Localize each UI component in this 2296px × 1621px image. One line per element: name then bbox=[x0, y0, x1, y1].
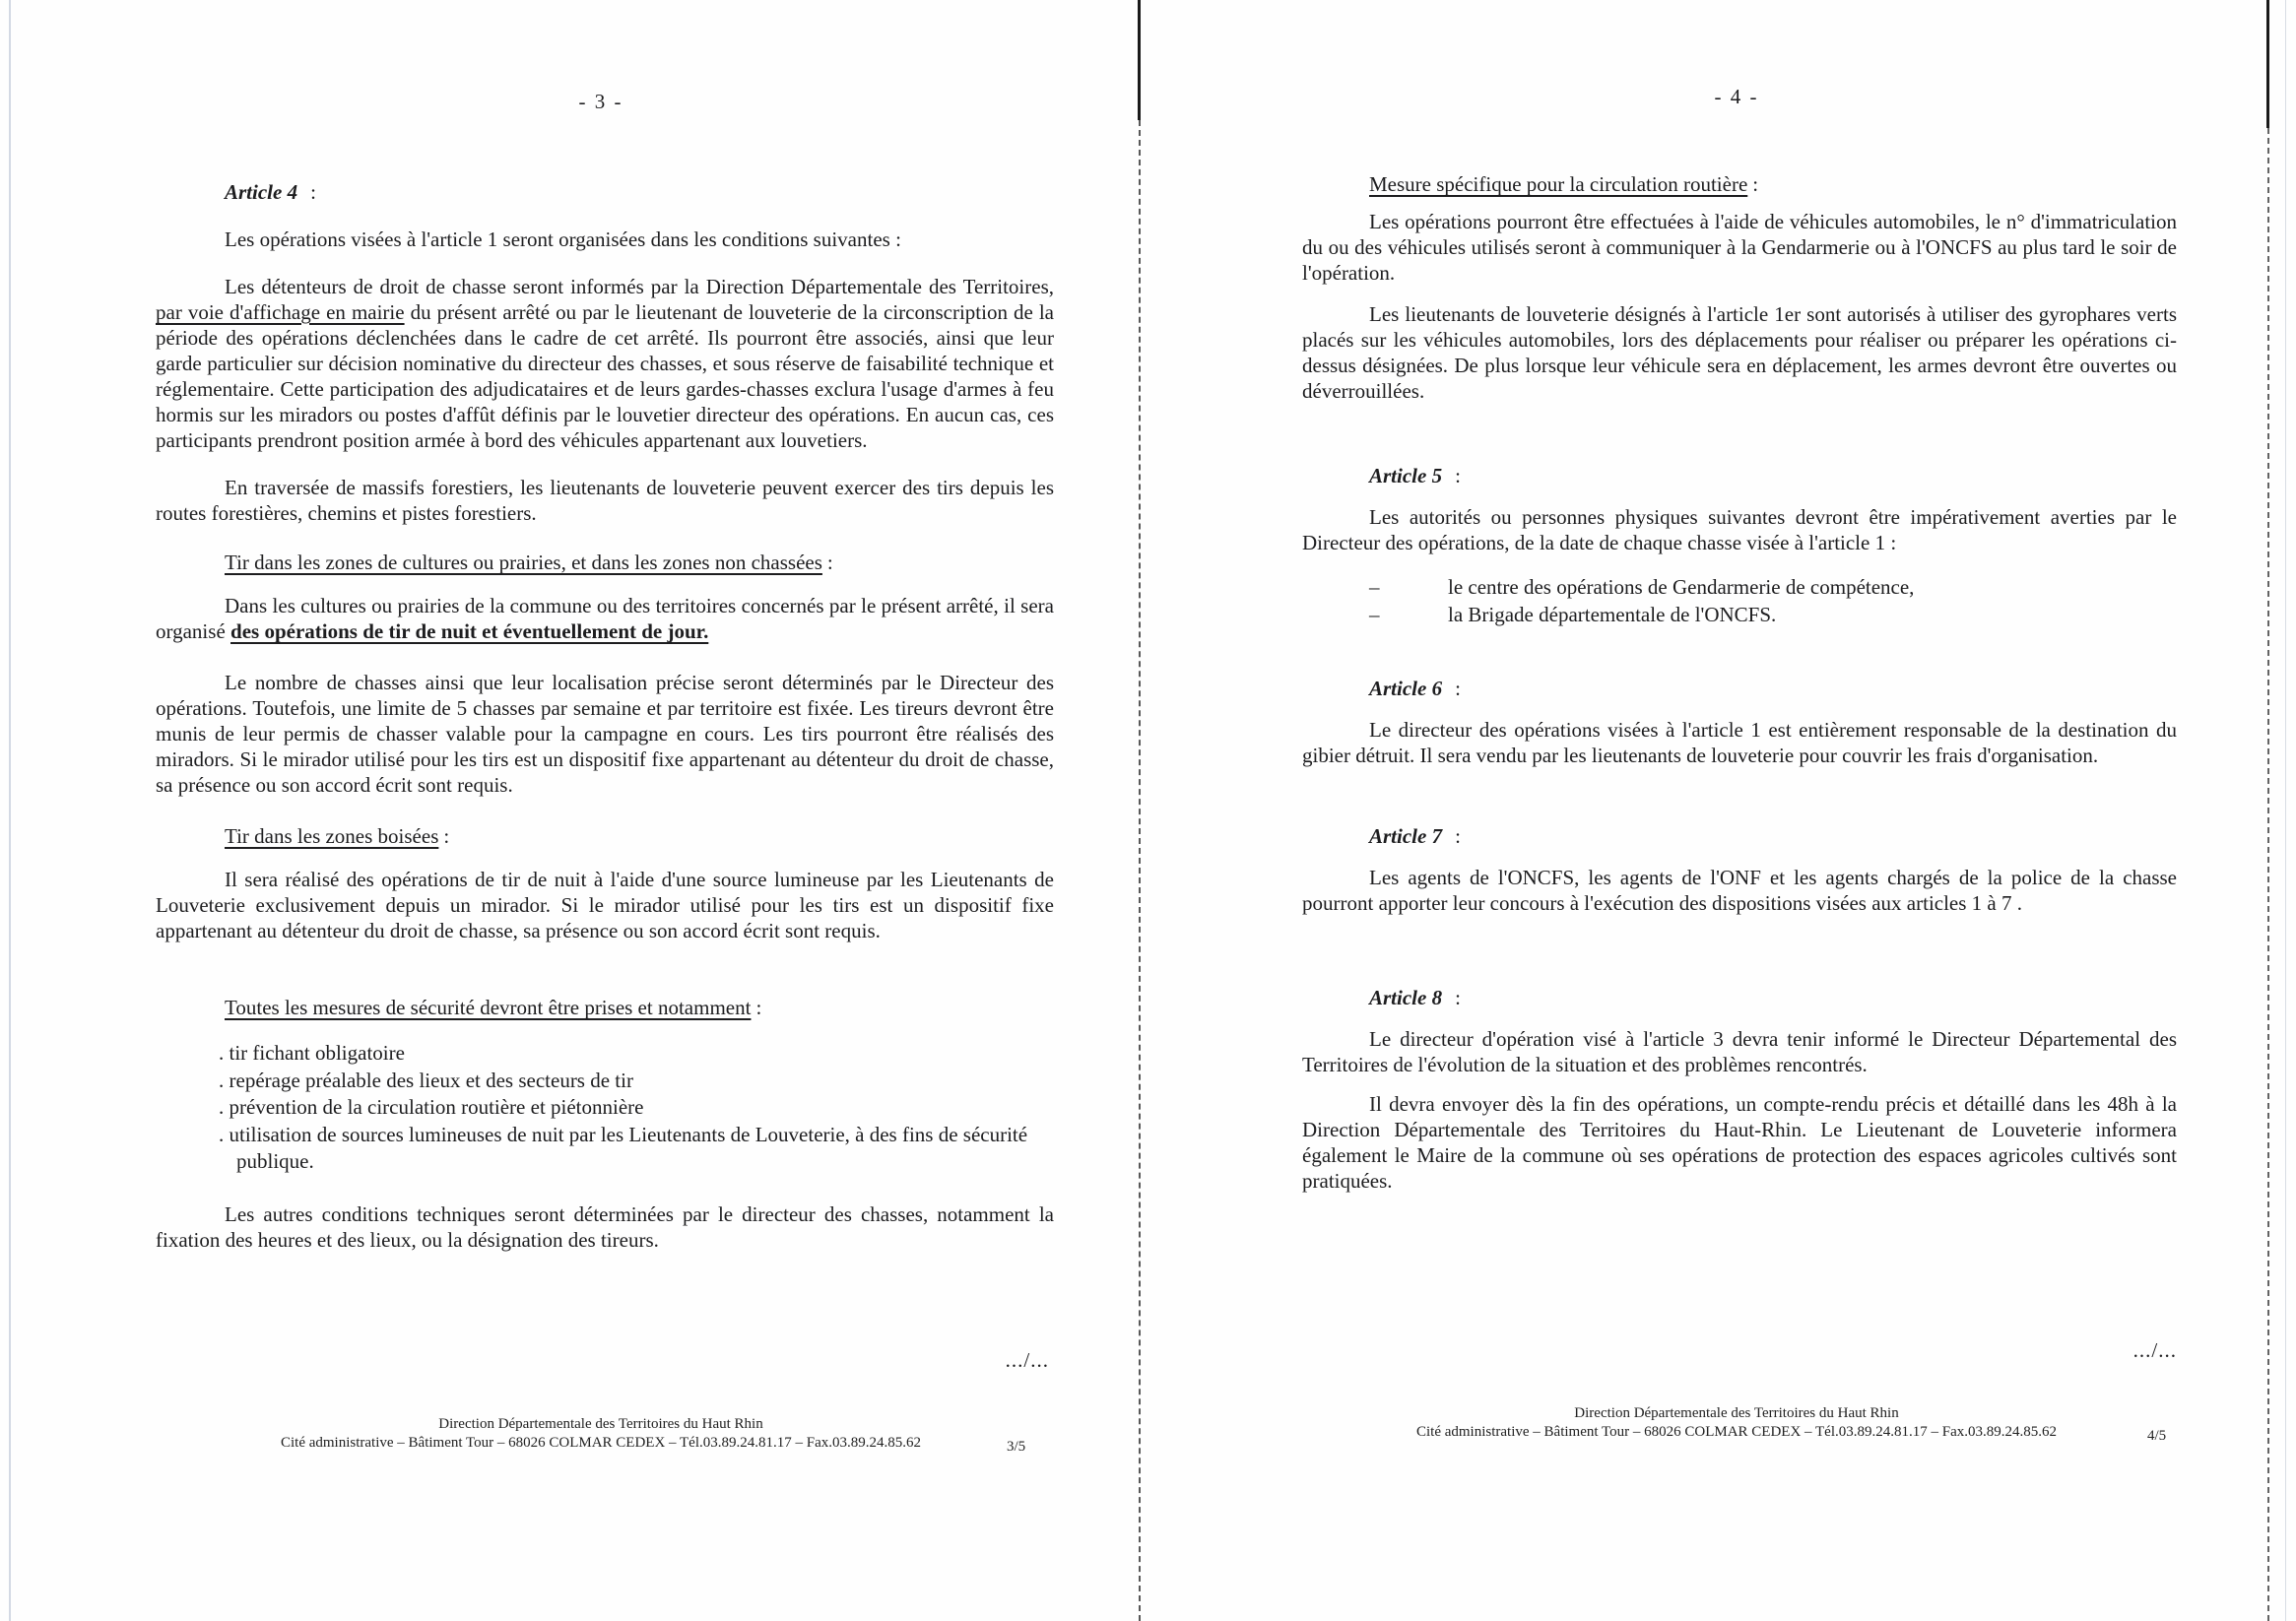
footer-line-2: Cité administrative – Bâtiment Tour – 68026 COLMAR CEDEX – Tél.03.89.24.81.17 – Fax.03.89.24.85.62 bbox=[1415, 1424, 2058, 1440]
page-ref: 3/5 bbox=[1007, 1439, 1026, 1455]
article-4-heading bbox=[225, 179, 316, 205]
paragraph-detenteurs-text-b: du présent arrêté ou par le lieutenant de louveterie de la circonscription de la période des opérations déclenchées dans le cadre de cet arrêté. Ils pourront être associés, ainsi que leur garde particulier sur décision nominative du directeur des chasses, et sous réserve de faisabilité technique et réglementaire. Cette participation des adjudicataires et de leurs gardes-chasses exclura l'usage d'armes à feu hormis sur les miradors ou postes d'affût définis par le louvetier directeur des opérations. En aucun cas, ces participants prendront position armée à bord des véhicules appartenant aux louvetiers. bbox=[156, 300, 1055, 452]
continuation-mark: .../... bbox=[2132, 1338, 2177, 1362]
article-5-heading bbox=[1369, 463, 1461, 488]
paragraph-autorites-averties: Les autorités ou personnes physiques suivantes devront être impérativement averties par le Directeur des opérations, de la date de chaque chasse visée à l'article 1 : bbox=[1302, 505, 2177, 554]
page-footer bbox=[153, 1415, 1049, 1453]
paragraph-vehicules-automobiles: Les opérations pourront être effectuées à l'aide de véhicules automobiles, le n° d'immatriculation du ou des véhicules utilisés seront à communiquer à la Gendarmerie ou à l'ONCFS au plus tard le soir de l'opération. bbox=[1302, 210, 2177, 285]
article-7-colon: : bbox=[1455, 824, 1461, 848]
right-page-edge-line-top bbox=[2266, 0, 2269, 128]
paragraph-directeur-informe: Le directeur d'opération visé à l'article 3 devra tenir informé le Directeur Départemental des Territoires de l'évolution de la situation et des problèmes rencontrés. bbox=[1302, 1027, 2177, 1076]
section-heading-circulation-routiere bbox=[1369, 171, 1758, 197]
paragraph-compte-rendu: Il devra envoyer dès la fin des opérations, un compte-rendu précis et détaillé dans les 48h à la Direction Départementale des Territoires du Haut-Rhin. Le Lieutenant de Louveterie informera également le Maire de la commune où ses opérations de protection des espaces agricoles cultivés sont pratiquées. bbox=[1302, 1092, 2177, 1193]
list-item: . repérage préalable des lieux et des secteurs de tir bbox=[219, 1068, 633, 1092]
paragraph-destination-gibier: Le directeur des opérations visées à l'article 1 est entièrement responsable de la destination du gibier détruit. Il sera vendu par les lieutenants de louveterie pour couvrir les frais d'organisation. bbox=[1302, 718, 2177, 767]
article-8-label: Article 8 bbox=[1369, 986, 1443, 1009]
section-heading-zones-cultures-text: Tir dans les zones de cultures ou prairies, et dans les zones non chassées bbox=[225, 551, 822, 574]
list-item-text: le centre des opérations de Gendarmerie de compétence, bbox=[1448, 575, 1915, 599]
security-measures-list bbox=[219, 1040, 1066, 1176]
list-item bbox=[1369, 573, 2157, 601]
article-7-heading bbox=[1369, 823, 1461, 849]
list-dash: – bbox=[1369, 575, 1380, 599]
footer-line-1: Direction Départementale des Territoires du Haut Rhin bbox=[438, 1416, 763, 1432]
scan-right-edge-line bbox=[2285, 0, 2286, 1621]
list-item-text: la Brigade départementale de l'ONCFS. bbox=[1448, 603, 1777, 626]
paragraph-operations-conditions: Les opérations visées à l'article 1 seront organisées dans les conditions suivantes : bbox=[225, 227, 901, 251]
page-number-header: - 4 - bbox=[1714, 85, 1759, 108]
continuation-mark: .../... bbox=[1005, 1348, 1049, 1372]
article-4-label: Article 4 bbox=[225, 180, 298, 204]
article-6-heading bbox=[1369, 676, 1461, 701]
list-item: . utilisation de sources lumineuses de nuit par les Lieutenants de Louveterie, à des fins de sécurité publique. bbox=[219, 1122, 1028, 1173]
underlined-affichage-mairie: par voie d'affichage en mairie bbox=[156, 300, 405, 324]
scan-left-edge-line bbox=[9, 0, 11, 1621]
article-5-label: Article 5 bbox=[1369, 464, 1443, 487]
paragraph-nombre-de-chasses: Le nombre de chasses ainsi que leur localisation précise seront déterminés par le Directeur des opérations. Toutefois, une limite de 5 chasses par semaine et par territoire est fixée. Les tireurs devront être munis de leur permis de chasser valable pour la campagne en cours. Les tirs pourront être réalisés des miradors. Si le mirador utilisé pour les tirs est un dispositif fixe appartenant au détenteur du droit de chasse, sa présence ou son accord écrit sont requis. bbox=[156, 671, 1054, 797]
article-8-heading bbox=[1369, 985, 1461, 1010]
article-4-colon: : bbox=[310, 180, 316, 204]
paragraph-tir-de-nuit-source-lumineuse: Il sera réalisé des opérations de tir de nuit à l'aide d'une source lumineuse par les Lieutenants de Louveterie exclusivement depuis un mirador. Si le mirador utilisé pour les tirs est un dispositif fixe appartenant au détenteur du droit de chasse, sa présence ou son accord écrit sont requis. bbox=[156, 868, 1054, 942]
article-6-label: Article 6 bbox=[1369, 677, 1443, 700]
section-heading-zones-boisees-text: Tir dans les zones boisées bbox=[225, 824, 439, 848]
paragraph-autres-conditions: Les autres conditions techniques seront déterminées par le directeur des chasses, notamment la fixation des heures et des lieux, ou la désignation des tireurs. bbox=[156, 1202, 1054, 1252]
section-heading-mesures-securite-colon: : bbox=[755, 996, 762, 1019]
list-dash: – bbox=[1369, 603, 1380, 626]
article-8-colon: : bbox=[1455, 986, 1461, 1009]
paragraph-cultures-prairies-text: Dans les cultures ou prairies de la commune ou des territoires concernés par le présent arrêté, il sera organisé bbox=[156, 594, 1054, 643]
right-page-edge-line bbox=[2267, 128, 2269, 1621]
article-6-colon: : bbox=[1455, 677, 1461, 700]
section-heading-zones-boisees-colon: : bbox=[443, 824, 450, 848]
section-heading-zones-cultures-colon: : bbox=[826, 551, 833, 574]
article-7-label: Article 7 bbox=[1369, 824, 1443, 848]
article-5-colon: : bbox=[1455, 464, 1461, 487]
paragraph-detenteurs bbox=[156, 274, 1054, 453]
list-item: . tir fichant obligatoire bbox=[219, 1041, 405, 1065]
section-heading-mesures-securite bbox=[225, 995, 761, 1020]
footer-line-1: Direction Départementale des Territoires du Haut Rhin bbox=[1574, 1405, 1899, 1421]
page-divider-line-top bbox=[1138, 0, 1141, 120]
section-heading-zones-boisees bbox=[225, 823, 449, 849]
list-item: . prévention de la circulation routière et piétonnière bbox=[219, 1095, 644, 1119]
paragraph-agents-concours: Les agents de l'ONCFS, les agents de l'ONF et les agents chargés de la police de la chasse pourront apporter leur concours à l'exécution des dispositions visées aux articles 1 à 7 . bbox=[1302, 866, 2177, 915]
section-heading-circulation-routiere-text: Mesure spécifique pour la circulation routière bbox=[1369, 172, 1748, 196]
page-number-header: - 3 - bbox=[578, 90, 623, 113]
list-item bbox=[1369, 601, 2157, 628]
paragraph-cultures-prairies bbox=[156, 593, 1054, 644]
page-divider-line bbox=[1139, 120, 1141, 1621]
section-heading-mesures-securite-text: Toutes les mesures de sécurité devront être prises et notamment bbox=[225, 996, 752, 1019]
page-footer bbox=[1298, 1404, 2175, 1442]
paragraph-gyrophares-verts: Les lieutenants de louveterie désignés à l'article 1er sont autorisés à utiliser des gyrophares verts placés sur les véhicules automobiles, lors des déplacements pour réaliser ou préparer les opérations ci-dessus désignées. De plus lorsque leur véhicule sera en déplacement, les armes devront être ouvertes ou déverrouillées. bbox=[1302, 302, 2177, 403]
bold-underlined-tir-de-nuit: des opérations de tir de nuit et éventuellement de jour. bbox=[230, 619, 709, 643]
footer-line-2: Cité administrative – Bâtiment Tour – 68026 COLMAR CEDEX – Tél.03.89.24.81.17 – Fax.03.89.24.85.62 bbox=[280, 1435, 922, 1451]
paragraph-massifs-forestiers: En traversée de massifs forestiers, les lieutenants de louveterie peuvent exercer des tirs depuis les routes forestières, chemins et pistes forestiers. bbox=[156, 476, 1054, 525]
page-ref: 4/5 bbox=[2147, 1428, 2167, 1444]
section-heading-circulation-routiere-colon: : bbox=[1752, 172, 1759, 196]
paragraph-detenteurs-text-a: Les détenteurs de droit de chasse seront informés par la Direction Départementale des Territoires, bbox=[225, 275, 1054, 298]
notified-authorities-list bbox=[1369, 573, 2157, 628]
section-heading-zones-cultures bbox=[225, 550, 833, 575]
